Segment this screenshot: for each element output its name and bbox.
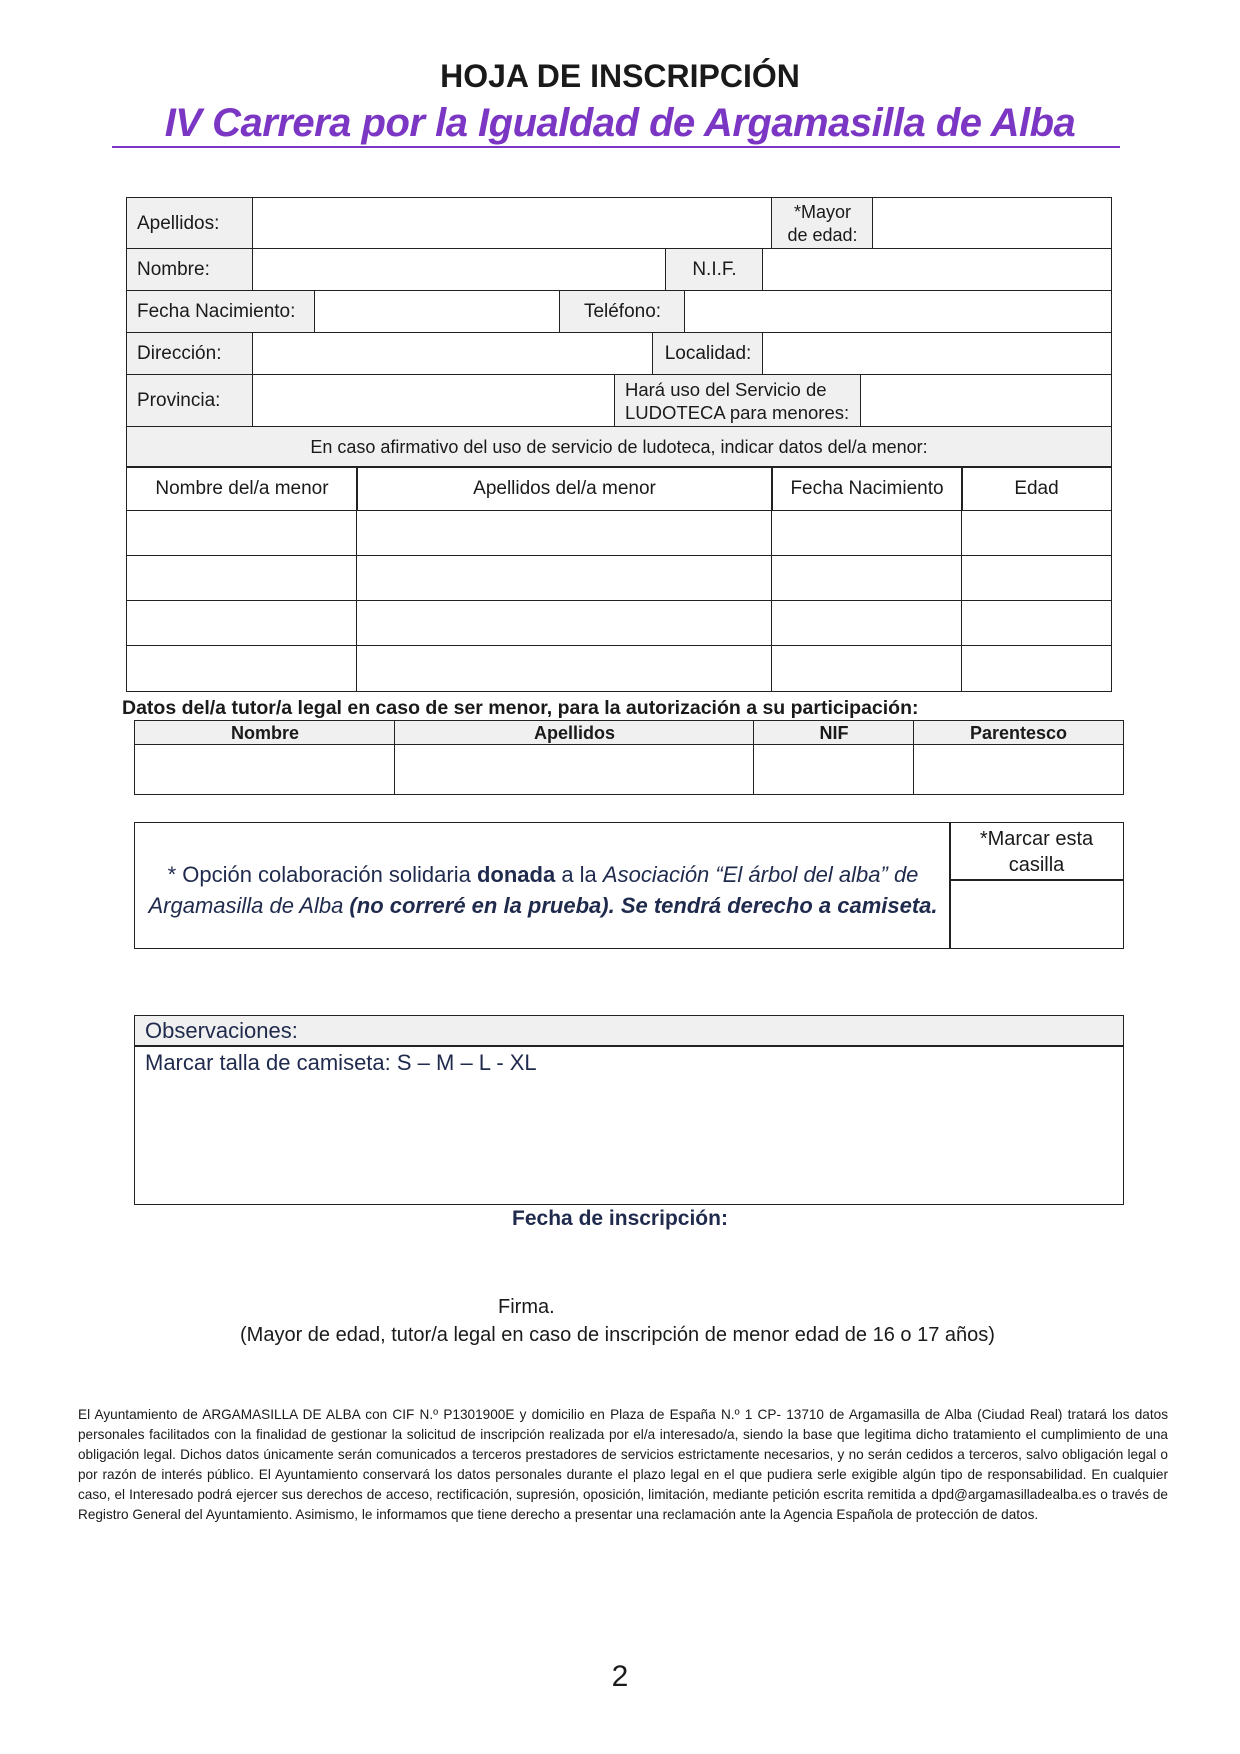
minor-row-4-apellidos[interactable]	[356, 645, 773, 692]
direccion-label: Dirección:	[126, 332, 254, 376]
fecha-inscripcion-label: Fecha de inscripción:	[512, 1207, 728, 1230]
telefono-label: Teléfono:	[559, 290, 686, 334]
minor-row-3-edad[interactable]	[961, 600, 1112, 647]
ludoteca-label: Hará uso del Servicio de LUDOTECA para menores:	[614, 374, 862, 428]
fecha-nacimiento-field[interactable]	[314, 290, 561, 334]
collab-checkbox-label: *Marcar esta casilla	[949, 822, 1124, 881]
mayor-edad-field[interactable]	[872, 197, 1112, 250]
minor-row-1-apellidos[interactable]	[356, 510, 773, 557]
collab-text-donada: donada	[476, 862, 556, 887]
localidad-label: Localidad:	[652, 332, 764, 376]
collab-text-association: Asociación “El árbol del alba” de Argamasilla de Alba	[148, 862, 919, 918]
tutor-apellidos-field[interactable]	[394, 744, 755, 795]
observaciones-field[interactable]	[134, 1045, 1124, 1205]
minor-row-1-edad[interactable]	[961, 510, 1112, 557]
title-underline	[112, 146, 1120, 148]
minor-header-nombre: Nombre del/a menor	[126, 466, 358, 512]
collab-checkbox[interactable]	[949, 879, 1124, 949]
tutor-nif-field[interactable]	[753, 744, 915, 795]
minor-header-apellidos: Apellidos del/a menor	[356, 466, 773, 512]
tutor-header-nif: NIF	[753, 720, 915, 746]
apellidos-label: Apellidos:	[126, 197, 254, 250]
minor-row-4-nombre[interactable]	[126, 645, 358, 692]
firma-label: Firma.	[498, 1296, 555, 1318]
collab-text-connector: a la	[555, 862, 603, 887]
tutor-parentesco-field[interactable]	[913, 744, 1124, 795]
tutor-section-title: Datos del/a tutor/a legal en caso de ser menor, para la autorización a su participación:	[122, 697, 919, 719]
observaciones-text: Marcar talla de camiseta: S – M – L - XL	[145, 1050, 537, 1075]
mayor-edad-label: *Mayor de edad:	[771, 197, 874, 250]
collab-text-intro: * Opción colaboración solidaria	[167, 862, 477, 887]
provincia-field[interactable]	[252, 374, 616, 428]
minor-header-fecha: Fecha Nacimiento	[771, 466, 963, 512]
minor-row-4-edad[interactable]	[961, 645, 1112, 692]
tutor-header-parentesco: Parentesco	[913, 720, 1124, 746]
telefono-field[interactable]	[684, 290, 1112, 334]
minor-row-1-nombre[interactable]	[126, 510, 358, 557]
page-title: HOJA DE INSCRIPCIÓN	[440, 58, 800, 94]
minor-header-edad: Edad	[961, 466, 1112, 512]
localidad-field[interactable]	[762, 332, 1112, 376]
minor-row-3-nombre[interactable]	[126, 600, 358, 647]
firma-note: (Mayor de edad, tutor/a legal en caso de inscripción de menor edad de 16 o 17 años)	[240, 1324, 995, 1346]
collab-text	[136, 860, 950, 922]
legal-notice: El Ayuntamiento de ARGAMASILLA DE ALBA con CIF N.º P1301900E y domicilio en Plaza de España N.º 1 CP- 13710 de Argamasilla de Alba (Ciudad Real) tratará los datos personales facilitados con la finalidad de gestionar la solicitud de inscripción realizada por el/a interesado/a, siendo la base que legitima dicho tratamiento el cumplimiento de una obligación legal. Dichos datos únicamente serán comunicados a terceros prestadores de servicios estrictamente necesarios, y no serán cedidos a terceros, salvo obligación legal o por razón de interés público. El Ayuntamiento conservará los datos personales durante el plazo legal en el que pudiera serle exigible algún tipo de responsabilidad. En cualquier caso, el Interesado podrá ejercer sus derechos de acceso, rectificación, supresión, oposición, limitación, mediante petición escrita remitida a dpd@argamasilladealba.es o través de Registro General del Ayuntamiento. Asimismo, le informamos que tiene derecho a presentar una reclamación ante la Agencia Española de protección de datos.	[78, 1407, 1168, 1522]
nombre-field[interactable]	[252, 248, 667, 292]
apellidos-field[interactable]	[252, 197, 773, 250]
minor-row-3-fecha[interactable]	[771, 600, 963, 647]
page-subtitle: IV Carrera por la Igualdad de Argamasilla de Alba	[164, 101, 1076, 145]
tutor-nombre-field[interactable]	[134, 744, 396, 795]
minor-row-2-fecha[interactable]	[771, 555, 963, 602]
ludoteca-note: En caso afirmativo del uso de servicio de ludoteca, indicar datos del/a menor:	[126, 426, 1112, 468]
nombre-label: Nombre:	[126, 248, 254, 292]
direccion-field[interactable]	[252, 332, 654, 376]
ludoteca-field[interactable]	[860, 374, 1112, 428]
minor-row-2-nombre[interactable]	[126, 555, 358, 602]
provincia-label: Provincia:	[126, 374, 254, 428]
tutor-header-apellidos: Apellidos	[394, 720, 755, 746]
tutor-header-nombre: Nombre	[134, 720, 396, 746]
collab-text-note: (no correré en la prueba). Se tendrá derecho a camiseta.	[343, 892, 938, 918]
page-number: 2	[611, 1660, 629, 1693]
minor-row-3-apellidos[interactable]	[356, 600, 773, 647]
observaciones-label: Observaciones:	[134, 1015, 1124, 1047]
minor-row-4-fecha[interactable]	[771, 645, 963, 692]
minor-row-2-apellidos[interactable]	[356, 555, 773, 602]
fecha-nacimiento-label: Fecha Nacimiento:	[126, 290, 316, 334]
minor-row-2-edad[interactable]	[961, 555, 1112, 602]
nif-label: N.I.F.	[665, 248, 764, 292]
nif-field[interactable]	[762, 248, 1112, 292]
minor-row-1-fecha[interactable]	[771, 510, 963, 557]
